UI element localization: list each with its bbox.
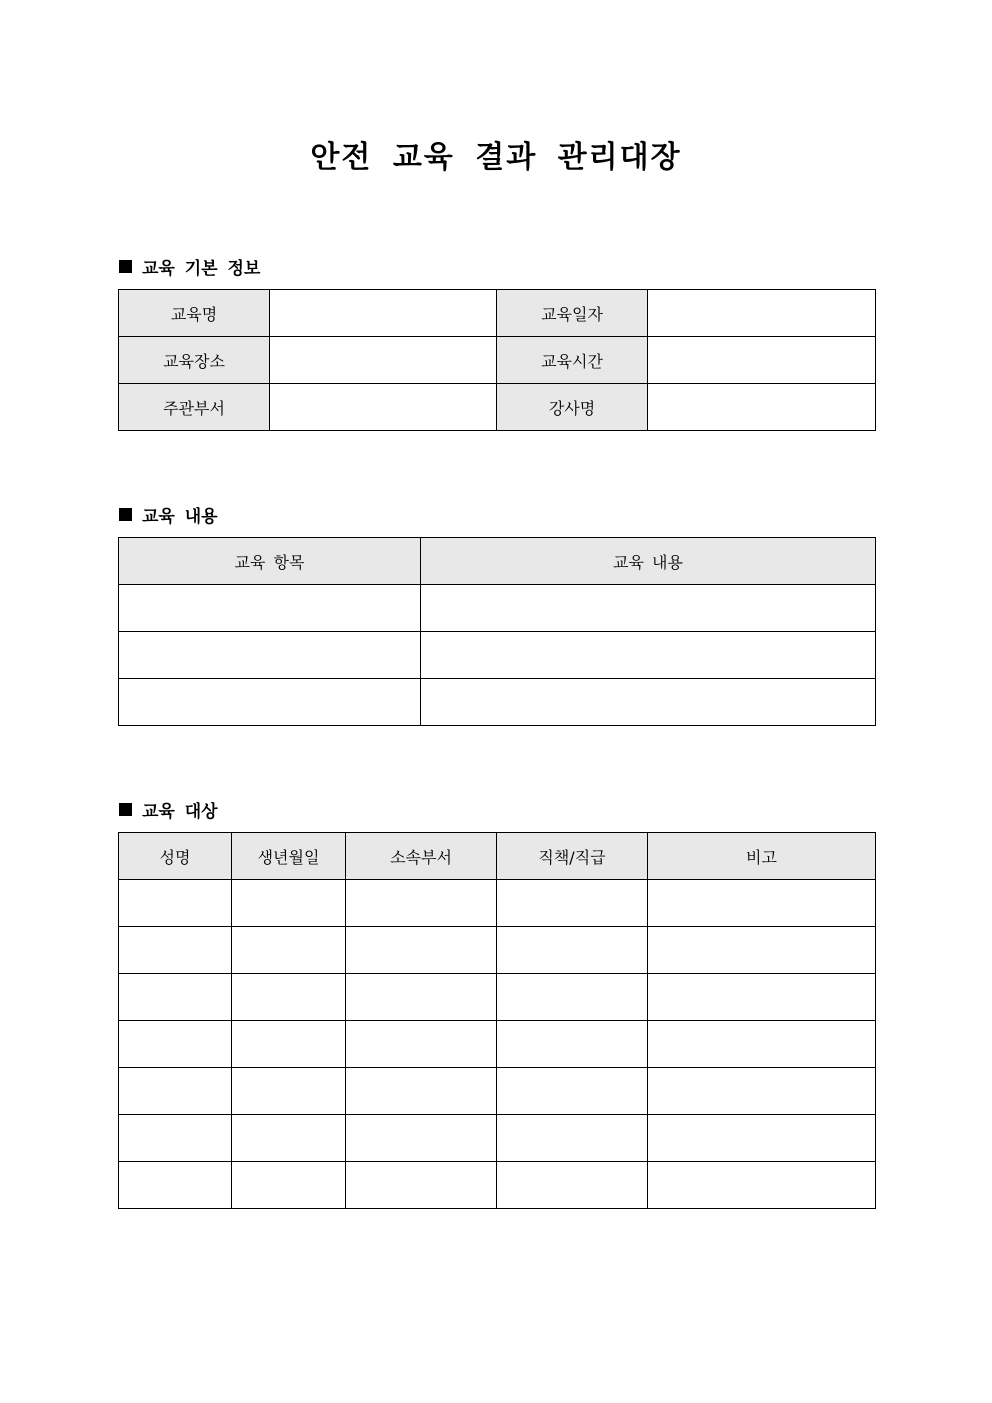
education-target-table <box>118 832 876 1209</box>
table-row <box>119 1021 876 1068</box>
label-instructor-name: 강사명 <box>497 384 648 431</box>
position-cell[interactable] <box>497 927 648 974</box>
position-cell[interactable] <box>497 1021 648 1068</box>
name-cell[interactable] <box>119 1162 232 1209</box>
square-bullet-icon <box>119 260 132 273</box>
square-bullet-icon <box>119 508 132 521</box>
table-row <box>119 927 876 974</box>
section-heading-basic-label: 교육 기본 정보 <box>142 259 261 279</box>
column-header-name: 성명 <box>119 833 232 880</box>
name-cell[interactable] <box>119 974 232 1021</box>
label-education-date: 교육일자 <box>497 290 648 337</box>
birthdate-cell[interactable] <box>232 1115 346 1162</box>
position-cell[interactable] <box>497 1115 648 1162</box>
education-time-field[interactable] <box>648 337 876 384</box>
education-place-field[interactable] <box>270 337 497 384</box>
section-heading-target <box>119 797 218 822</box>
column-header-content: 교육 내용 <box>421 538 876 585</box>
content-detail-cell[interactable] <box>421 679 876 726</box>
birthdate-cell[interactable] <box>232 880 346 927</box>
instructor-name-field[interactable] <box>648 384 876 431</box>
table-row <box>119 974 876 1021</box>
department-cell[interactable] <box>346 880 497 927</box>
education-content-table <box>118 537 876 726</box>
department-cell[interactable] <box>346 1021 497 1068</box>
birthdate-cell[interactable] <box>232 1068 346 1115</box>
table-row <box>119 1068 876 1115</box>
basic-info-table <box>118 289 876 431</box>
content-item-cell[interactable] <box>119 585 421 632</box>
remarks-cell[interactable] <box>648 1162 876 1209</box>
department-cell[interactable] <box>346 974 497 1021</box>
department-cell[interactable] <box>346 927 497 974</box>
table-row <box>119 337 876 384</box>
content-item-cell[interactable] <box>119 679 421 726</box>
position-cell[interactable] <box>497 974 648 1021</box>
birthdate-cell[interactable] <box>232 1162 346 1209</box>
name-cell[interactable] <box>119 1021 232 1068</box>
education-name-field[interactable] <box>270 290 497 337</box>
section-heading-content <box>119 502 218 527</box>
birthdate-cell[interactable] <box>232 1021 346 1068</box>
name-cell[interactable] <box>119 927 232 974</box>
column-header-item: 교육 항목 <box>119 538 421 585</box>
position-cell[interactable] <box>497 1162 648 1209</box>
name-cell[interactable] <box>119 1115 232 1162</box>
content-item-cell[interactable] <box>119 632 421 679</box>
remarks-cell[interactable] <box>648 1068 876 1115</box>
label-host-department: 주관부서 <box>119 384 270 431</box>
page-title: 안전 교육 결과 관리대장 <box>310 140 682 175</box>
department-cell[interactable] <box>346 1115 497 1162</box>
table-row <box>119 585 876 632</box>
section-heading-content-label: 교육 내용 <box>142 507 218 527</box>
column-header-position: 직책/직급 <box>497 833 648 880</box>
remarks-cell[interactable] <box>648 927 876 974</box>
table-row <box>119 632 876 679</box>
content-detail-cell[interactable] <box>421 632 876 679</box>
table-row <box>119 1162 876 1209</box>
label-education-time: 교육시간 <box>497 337 648 384</box>
square-bullet-icon <box>119 803 132 816</box>
birthdate-cell[interactable] <box>232 927 346 974</box>
label-education-name: 교육명 <box>119 290 270 337</box>
birthdate-cell[interactable] <box>232 974 346 1021</box>
remarks-cell[interactable] <box>648 974 876 1021</box>
remarks-cell[interactable] <box>648 1021 876 1068</box>
department-cell[interactable] <box>346 1068 497 1115</box>
table-row <box>119 384 876 431</box>
host-department-field[interactable] <box>270 384 497 431</box>
name-cell[interactable] <box>119 1068 232 1115</box>
table-row <box>119 1115 876 1162</box>
table-row <box>119 880 876 927</box>
column-header-department: 소속부서 <box>346 833 497 880</box>
name-cell[interactable] <box>119 880 232 927</box>
section-heading-basic <box>119 254 260 279</box>
position-cell[interactable] <box>497 1068 648 1115</box>
table-header-row <box>119 833 876 880</box>
table-row <box>119 290 876 337</box>
department-cell[interactable] <box>346 1162 497 1209</box>
column-header-birthdate: 생년월일 <box>232 833 346 880</box>
section-heading-target-label: 교육 대상 <box>142 802 218 822</box>
column-header-remarks: 비고 <box>648 833 876 880</box>
education-date-field[interactable] <box>648 290 876 337</box>
table-header-row <box>119 538 876 585</box>
position-cell[interactable] <box>497 880 648 927</box>
table-row <box>119 679 876 726</box>
remarks-cell[interactable] <box>648 880 876 927</box>
label-education-place: 교육장소 <box>119 337 270 384</box>
content-detail-cell[interactable] <box>421 585 876 632</box>
remarks-cell[interactable] <box>648 1115 876 1162</box>
